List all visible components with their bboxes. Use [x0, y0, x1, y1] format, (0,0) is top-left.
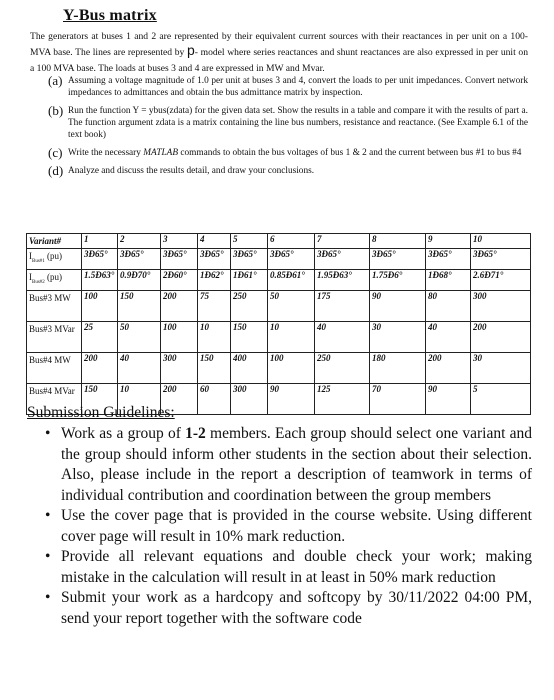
table-cell: 3Ð65° — [268, 249, 315, 270]
submission-guidelines — [27, 404, 532, 629]
header-cell: 10 — [471, 234, 531, 249]
task-label: (b) — [48, 103, 64, 118]
task-text — [66, 147, 528, 159]
row-label: Bus#4 MVar — [27, 383, 82, 414]
table-cell: 250 — [231, 290, 268, 321]
row-label-unit: (pu) — [44, 251, 63, 261]
task-list — [48, 75, 528, 183]
task-b — [48, 105, 528, 141]
table-cell: 3Ð65° — [315, 249, 370, 270]
table-row — [27, 352, 531, 383]
task-text: Assuming a voltage magnitude of 1.0 per unit at buses 3 and 4, convert the loads to per unit impedances. Convert network impedances to admittances and obtain the bus admittance matrix by inspection. — [68, 76, 528, 98]
table-cell: 200 — [471, 321, 531, 352]
table-cell: 1Ð62° — [198, 269, 231, 290]
table-cell: 1Ð61° — [231, 269, 268, 290]
matlab-emphasis: MATLAB — [143, 148, 179, 158]
header-cell: 6 — [268, 234, 315, 249]
task-label: (c) — [48, 145, 63, 160]
header-cell: 3 — [161, 234, 198, 249]
table-cell: 150 — [118, 290, 161, 321]
table-cell: 25 — [82, 321, 118, 352]
table-cell: 80 — [426, 290, 471, 321]
table-cell: 100 — [82, 290, 118, 321]
table-cell: 30 — [370, 321, 426, 352]
list-item — [27, 547, 532, 588]
item-text: Submit your work as a hardcopy and softcopy by 30/11/2022 04:00 PM, send your report together with the software code — [61, 589, 532, 627]
table-cell: 300 — [231, 383, 268, 414]
table-cell: 3Ð65° — [426, 249, 471, 270]
task-text-post: commands to obtain the bus voltages of bus 1 & 2 and the current between bus #1 to bus #4 — [178, 148, 522, 158]
row-label-main: I — [29, 251, 32, 261]
table-cell: 200 — [426, 352, 471, 383]
table-cell: 3Ð65° — [82, 249, 118, 270]
header-cell: 4 — [198, 234, 231, 249]
list-item — [27, 588, 532, 629]
table-cell: 3Ð65° — [161, 249, 198, 270]
bullet-icon: • — [45, 425, 51, 442]
table-cell: 90 — [426, 383, 471, 414]
item-text-pre: Work as a group of — [61, 425, 186, 442]
table-cell: 300 — [471, 290, 531, 321]
task-text: Analyze and discuss the results detail, and draw your conclusions. — [68, 166, 315, 176]
guidelines-list — [27, 424, 532, 629]
row-label-unit: (pu) — [44, 271, 63, 282]
table-cell: 10 — [198, 321, 231, 352]
table-cell: 10 — [268, 321, 315, 352]
task-text: Run the function Y = ybus(zdata) for the given data set. Show the results in a table and compare it with the results of part a. The function argument zdata is a matrix containing the line bus numbers, resistance and reactance. (See Example 6.1 of the text book) — [68, 106, 528, 140]
table-row — [27, 249, 531, 270]
table-cell: 40 — [315, 321, 370, 352]
table-cell: 50 — [118, 321, 161, 352]
table-cell: 150 — [82, 383, 118, 414]
table-cell: 1.5Ð63° — [82, 269, 118, 290]
table-cell: 3Ð65° — [471, 249, 531, 270]
row-label: Bus#3 MVar — [27, 321, 82, 352]
task-text-pre: Write the necessary — [68, 148, 144, 158]
item-text-post: members. Each group should select one variant and the group should inform other students in the section about their selection. Also, please include in the report a description of teamwork in terms of individual contribution and coordination between the group members — [61, 425, 532, 504]
row-label-main: I — [29, 271, 32, 282]
table-cell: 180 — [370, 352, 426, 383]
bullet-icon: • — [45, 548, 51, 565]
pi-symbol: p — [186, 42, 195, 58]
table-cell: 250 — [315, 352, 370, 383]
table-cell: 40 — [426, 321, 471, 352]
table-cell: 0.9Ð70° — [118, 269, 161, 290]
header-cell: 2 — [118, 234, 161, 249]
table-cell: 3Ð65° — [231, 249, 268, 270]
header-cell-variant: Variant# — [27, 234, 82, 249]
table-cell: 2.6Ð71° — [471, 269, 531, 290]
task-a — [48, 75, 528, 99]
header-cell: 8 — [370, 234, 426, 249]
table-cell: 1.75Ð6° — [370, 269, 426, 290]
table-cell: 5 — [471, 383, 531, 414]
task-d — [48, 165, 528, 177]
list-item — [27, 424, 532, 506]
table-cell: 125 — [315, 383, 370, 414]
intro-text-part1: The generators at buses 1 and 2 are represented by their equivalent current sources with their reactances in per unit on a 100-MVA base. The lines are represented by — [30, 31, 528, 58]
list-item — [27, 506, 532, 547]
row-label: Bus#4 MW — [27, 352, 82, 383]
table-cell: 60 — [198, 383, 231, 414]
row-label — [27, 269, 82, 290]
row-label: Bus#3 MW — [27, 290, 82, 321]
table-cell: 200 — [161, 290, 198, 321]
table-cell: 100 — [268, 352, 315, 383]
item-text: Use the cover page that is provided in the course website. Using different cover page will result in 10% mark reduction. — [61, 507, 532, 545]
item-text-bold: 1-2 — [185, 425, 206, 442]
page-title: Y-Bus matrix — [63, 7, 157, 24]
variant-table — [26, 233, 531, 415]
header-cell: 5 — [231, 234, 268, 249]
table-row — [27, 269, 531, 290]
row-label-sub: Bus#1 — [32, 258, 45, 264]
table-cell: 150 — [231, 321, 268, 352]
item-text: Provide all relevant equations and double check your work; making mistake in the calculation will result in at least in 50% mark reduction — [61, 548, 532, 586]
table-cell: 3Ð65° — [118, 249, 161, 270]
task-c — [48, 147, 528, 159]
task-label: (d) — [48, 163, 64, 178]
table-cell: 70 — [370, 383, 426, 414]
table-cell: 90 — [370, 290, 426, 321]
table-cell: 150 — [198, 352, 231, 383]
table-cell: 30 — [471, 352, 531, 383]
table-cell: 40 — [118, 352, 161, 383]
table-cell: 100 — [161, 321, 198, 352]
bullet-icon: • — [45, 589, 51, 606]
table-cell: 3Ð65° — [198, 249, 231, 270]
bullet-icon: • — [45, 507, 51, 524]
table-cell: 90 — [268, 383, 315, 414]
table-cell: 1Ð68° — [426, 269, 471, 290]
table-cell: 175 — [315, 290, 370, 321]
intro-paragraph — [30, 29, 528, 77]
table-cell: 200 — [82, 352, 118, 383]
table-cell: 300 — [161, 352, 198, 383]
row-label-sub: Bus#2 — [32, 279, 45, 285]
guidelines-heading: Submission Guidelines: — [27, 404, 175, 421]
header-cell: 7 — [315, 234, 370, 249]
task-label: (a) — [48, 73, 63, 88]
table-cell: 200 — [161, 383, 198, 414]
header-cell: 9 — [426, 234, 471, 249]
table-cell: 3Ð65° — [370, 249, 426, 270]
table-row — [27, 321, 531, 352]
table-cell: 75 — [198, 290, 231, 321]
row-label — [27, 249, 82, 270]
table-header-row — [27, 234, 531, 249]
table-cell: 1.95Ð63° — [315, 269, 370, 290]
table-cell: 2Ð60° — [161, 269, 198, 290]
intro-text-part2: - model where series reactances and shunt reactances are also expressed in per unit on a 100 MVA base. The loads at buses 3 and 4 are expressed in MW and Mvar. — [30, 47, 528, 74]
header-cell: 1 — [82, 234, 118, 249]
table-cell: 400 — [231, 352, 268, 383]
table-cell: 0.85Ð61° — [268, 269, 315, 290]
table-row — [27, 290, 531, 321]
table-cell: 50 — [268, 290, 315, 321]
table-cell: 10 — [118, 383, 161, 414]
